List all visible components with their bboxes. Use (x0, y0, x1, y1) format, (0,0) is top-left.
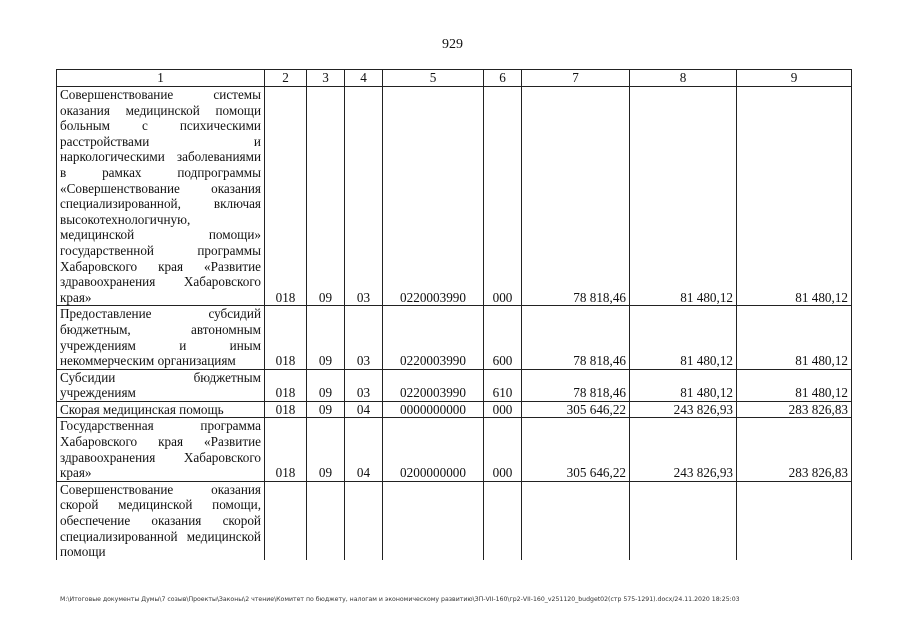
row-name: Предоставление субсидий бюджетным, автономным учреждениям и иным некоммерческим организациям (57, 306, 265, 369)
header-cell: 4 (345, 70, 383, 87)
col-4: 03 (345, 369, 383, 401)
col-7: 305 646,22 (522, 401, 630, 418)
row-name: Скорая медицинская помощь (57, 401, 265, 418)
table-header-row (57, 70, 852, 87)
col-7: 78 818,46 (522, 306, 630, 369)
col-8: 243 826,93 (630, 401, 737, 418)
file-path-footer: M:\Итоговые документы Думы\7 созыв\Проекты\Законы\2 чтение\Комитет по бюджету, налогам и экономическому развитию\ЗП-VII-160\гр2-VII-160_v251120_budget02(стр 575-1291).docx/24.11.2020 18:25:03 (60, 596, 740, 603)
col-4: 03 (345, 87, 383, 306)
col-6: 600 (484, 306, 522, 369)
table-row (57, 87, 852, 306)
col-9: 81 480,12 (737, 306, 852, 369)
col-9: 283 826,83 (737, 418, 852, 481)
col-2: 018 (265, 418, 307, 481)
row-name: Совершенствование оказания скорой медицинской помощи, обеспечение оказания скорой специализированной медицинской помощи (57, 481, 265, 559)
col-4: 04 (345, 401, 383, 418)
col-6: 000 (484, 401, 522, 418)
col-3: 09 (307, 369, 345, 401)
col-2: 018 (265, 87, 307, 306)
col-4 (345, 481, 383, 559)
col-5 (383, 481, 484, 559)
header-cell: 7 (522, 70, 630, 87)
col-3: 09 (307, 418, 345, 481)
col-4: 04 (345, 418, 383, 481)
col-8: 81 480,12 (630, 306, 737, 369)
col-7: 78 818,46 (522, 369, 630, 401)
col-4: 03 (345, 306, 383, 369)
table-row (57, 418, 852, 481)
col-3: 09 (307, 87, 345, 306)
col-7 (522, 481, 630, 559)
col-8: 243 826,93 (630, 418, 737, 481)
col-9: 81 480,12 (737, 87, 852, 306)
col-8: 81 480,12 (630, 87, 737, 306)
col-3: 09 (307, 306, 345, 369)
col-2: 018 (265, 306, 307, 369)
col-5: 0220003990 (383, 306, 484, 369)
col-2: 018 (265, 369, 307, 401)
col-9: 283 826,83 (737, 401, 852, 418)
header-cell: 6 (484, 70, 522, 87)
col-9 (737, 481, 852, 559)
table-row (57, 306, 852, 369)
col-8 (630, 481, 737, 559)
table-row (57, 481, 852, 559)
header-cell: 3 (307, 70, 345, 87)
col-6: 610 (484, 369, 522, 401)
header-cell: 9 (737, 70, 852, 87)
row-name: Совершенствование системы оказания медицинской помощи больным с психическими расстройствами и наркологическими заболеваниями в рамках подпрограммы «Совершенствование оказания специализированной, включая высокотехнологичную, медицинской помощи» государственной программы Хабаровского края «Развитие здравоохранения Хабаровского края» (57, 87, 265, 306)
col-2: 018 (265, 401, 307, 418)
col-9: 81 480,12 (737, 369, 852, 401)
header-cell: 5 (383, 70, 484, 87)
col-6: 000 (484, 418, 522, 481)
col-3: 09 (307, 401, 345, 418)
col-6 (484, 481, 522, 559)
page-number: 929 (442, 37, 463, 52)
header-cell: 1 (57, 70, 265, 87)
col-7: 78 818,46 (522, 87, 630, 306)
col-5: 0220003990 (383, 369, 484, 401)
row-name: Государственная программа Хабаровского края «Развитие здравоохранения Хабаровского края» (57, 418, 265, 481)
table-row (57, 369, 852, 401)
col-5: 0000000000 (383, 401, 484, 418)
table-row (57, 401, 852, 418)
col-5: 0200000000 (383, 418, 484, 481)
col-6: 000 (484, 87, 522, 306)
row-name: Субсидии бюджетным учреждениям (57, 369, 265, 401)
col-5: 0220003990 (383, 87, 484, 306)
col-8: 81 480,12 (630, 369, 737, 401)
col-3 (307, 481, 345, 559)
header-cell: 2 (265, 70, 307, 87)
col-2 (265, 481, 307, 559)
budget-table (56, 69, 852, 560)
col-7: 305 646,22 (522, 418, 630, 481)
header-cell: 8 (630, 70, 737, 87)
